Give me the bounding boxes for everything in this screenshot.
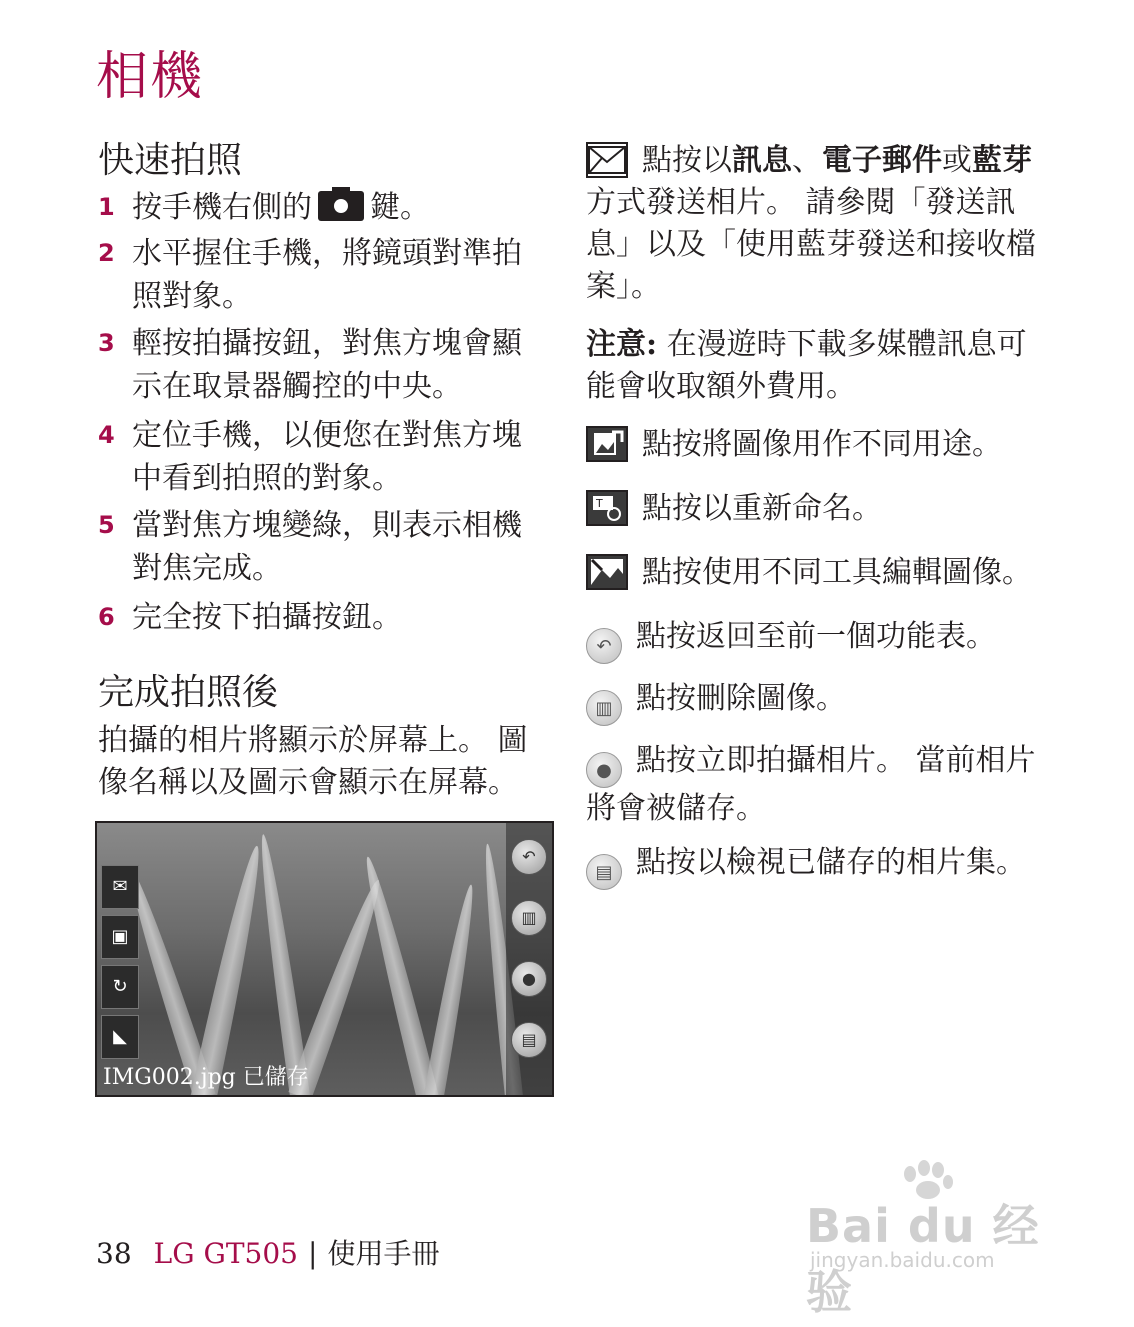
back-icon: ↶ (586, 628, 622, 664)
rename-icon (586, 490, 628, 526)
delete-text: 點按刪除圖像。 (636, 681, 846, 716)
step-3 (98, 322, 538, 408)
trash-icon[interactable]: ▥ (511, 900, 547, 936)
gallery-item (586, 842, 1046, 890)
page-number: 38 (96, 1237, 132, 1270)
rename-icon[interactable]: ↻ (101, 965, 139, 1009)
use-as-item (586, 424, 1046, 466)
edit-image-icon (586, 554, 628, 590)
footer-separator: | (308, 1237, 318, 1270)
send-item (586, 140, 1046, 308)
step-text: 定位手機，以便您在對焦方塊中看到拍照的對象。 (132, 418, 522, 496)
step-5 (98, 504, 538, 590)
back-item (586, 616, 1046, 664)
trash-icon: ▥ (586, 690, 622, 726)
step-text: 水平握住手機，將鏡頭對準拍照對象。 (132, 236, 522, 314)
step-1 (98, 186, 538, 229)
envelope-icon[interactable]: ✉ (101, 865, 139, 909)
send-text-3: 或 (942, 143, 972, 178)
saved-caption: IMG002.jpg 已儲存 (103, 1065, 309, 1090)
capture-text: 點按立即拍攝相片。 當前相片將會被儲存。 (586, 743, 1036, 826)
edit-image-icon[interactable]: ◣ (101, 1015, 139, 1059)
note (586, 324, 1046, 408)
watermark-url: jingyan.baidu.com (810, 1248, 995, 1272)
camera-icon: ● (586, 752, 622, 788)
rename-text: 點按以重新命名。 (642, 491, 882, 526)
back-icon[interactable]: ↶ (511, 839, 547, 875)
gallery-icon: ▤ (586, 854, 622, 890)
step-text-after: 鍵。 (370, 190, 430, 225)
watermark-brand: Bai du 经验 (806, 1199, 1040, 1319)
model-name: LG GT505 (153, 1237, 298, 1270)
delete-item (586, 678, 1046, 726)
step-number: 5 (98, 511, 115, 539)
step-text: 輕按拍攝按鈕，對焦方塊會顯示在取景器觸控的中央。 (132, 326, 522, 404)
camera-review-screenshot (95, 821, 554, 1097)
step-number: 4 (98, 421, 115, 449)
step-6 (98, 596, 538, 639)
step-4 (98, 414, 538, 500)
step-number: 6 (98, 603, 115, 631)
baidu-watermark (806, 1160, 1066, 1319)
send-text-1: 點按以 (642, 143, 732, 178)
step-2 (98, 232, 538, 318)
page-title: 相機 (96, 47, 205, 107)
use-as-text: 點按將圖像用作不同用途。 (642, 427, 1002, 462)
capture-item (586, 740, 1046, 830)
back-text: 點按返回至前一個功能表。 (636, 619, 996, 654)
send-email-label: 電子郵件 (822, 143, 942, 178)
step-text: 完全按下拍攝按鈕。 (132, 600, 402, 635)
step-number: 1 (98, 193, 115, 221)
send-message-label: 訊息 (732, 143, 792, 178)
svg-text:T: T (596, 497, 603, 510)
note-text: 在漫遊時下載多媒體訊息可能會收取額外費用。 (586, 327, 1027, 404)
quick-photo-heading: 快速拍照 (98, 140, 243, 181)
step-number: 3 (98, 329, 115, 357)
gallery-icon[interactable]: ▤ (511, 1022, 547, 1058)
rename-item (586, 488, 1046, 530)
step-number: 2 (98, 239, 115, 267)
camera-key-icon (318, 191, 364, 221)
image-use-icon (586, 426, 628, 462)
envelope-icon (586, 142, 628, 178)
after-photo-text: 拍攝的相片將顯示於屏幕上。 圖像名稱以及圖示會顯示在屏幕。 (98, 723, 528, 800)
camera-icon[interactable]: ● (511, 961, 547, 997)
gallery-text: 點按以檢視已儲存的相片集。 (636, 845, 1026, 880)
send-text-2: 、 (792, 143, 822, 178)
note-label: 注意: (586, 327, 658, 362)
edit-item (586, 552, 1046, 594)
image-use-icon[interactable]: ▣ (101, 915, 139, 959)
screenshot-left-toolbar (97, 859, 141, 1059)
screenshot-right-toolbar (506, 823, 552, 1095)
send-text-4: 方式發送相片。 請參閱「發送訊息」以及「使用藍芽發送和接收檔案」。 (586, 185, 1036, 304)
footer (96, 1232, 439, 1272)
edit-text: 點按使用不同工具編輯圖像。 (642, 555, 1032, 590)
step-text-before: 按手機右側的 (132, 190, 312, 225)
send-bluetooth-label: 藍芽 (972, 143, 1032, 178)
manual-name: 使用手冊 (327, 1237, 440, 1270)
step-text: 當對焦方塊變綠，則表示相機對焦完成。 (132, 508, 522, 586)
after-photo-heading: 完成拍照後 (98, 672, 279, 713)
